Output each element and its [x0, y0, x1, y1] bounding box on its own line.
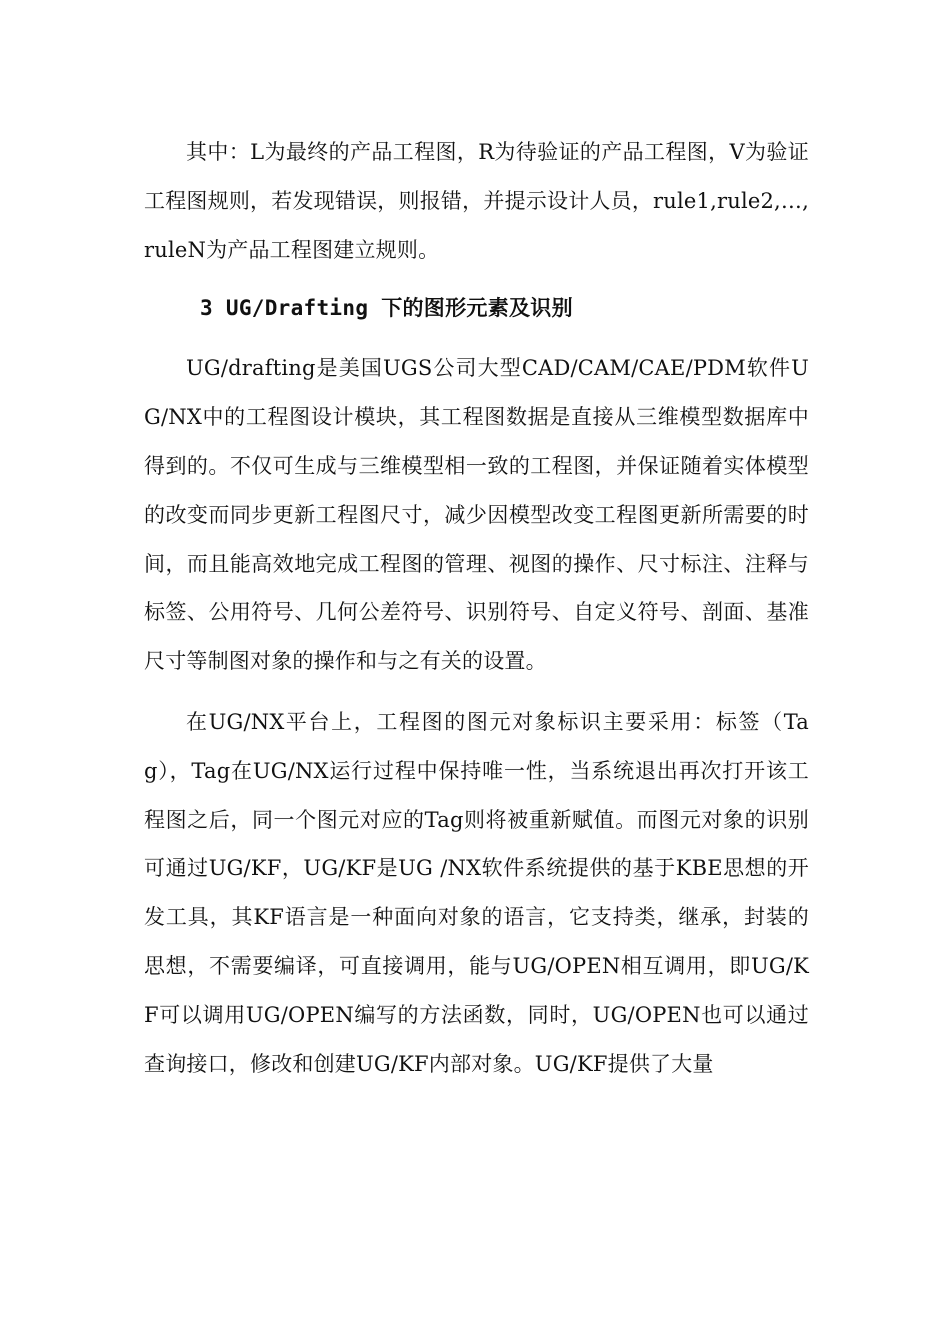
section-heading: 3 UG/Drafting 下的图形元素及识别 — [200, 296, 573, 321]
paragraph-ug-drafting-intro: UG/drafting是美国UGS公司大型CAD/CAM/CAE/PDM软件UG/NX中的工程图设计模块，其工程图数据是直接从三维模型数据库中得到的。不仅可生成与三维模型相一致的工程图，并保证随着实体模型的改变而同步更新工程图尺寸，减少因模型改变工程图更新所需要的时间，而且能高效地完成工程图的管理、视图的操作、尺寸标注、注释与标签、公用符号、几何公差符号、识别符号、自定义符号、剖面、基准尺寸等制图对象的操作和与之有关的设置。 — [144, 356, 809, 674]
paragraph-ug-nx-tag-identification: 在UG/NX平台上，工程图的图元对象标识主要采用：标签（Tag），Tag在UG/NX运行过程中保持唯一性，当系统退出再次打开该工程图之后，同一个图元对应的Tag则将被重新赋值。而图元对象的识别可通过UG/KF，UG/KF是UG /NX软件系统提供的基于KBE思想的开发工具，其KF语言是一种面向对象的语言，它支持类，继承，封装的思想，不需要编译，可直接调用，能与UG/OPEN相互调用，即UG/KF可以调用UG/OPEN编写的方法函数，同时，UG/OPEN也可以通过查询接口，修改和创建UG/KF内部对象。UG/KF提供了大量 — [144, 709, 809, 1076]
paragraph-formula-explanation: 其中：L为最终的产品工程图，R为待验证的产品工程图，V为验证工程图规则，若发现错误，则报错，并提示设计人员，rule1,rule2,…,ruleN为产品工程图建立规则。 — [144, 140, 809, 262]
document-body — [144, 128, 809, 1088]
